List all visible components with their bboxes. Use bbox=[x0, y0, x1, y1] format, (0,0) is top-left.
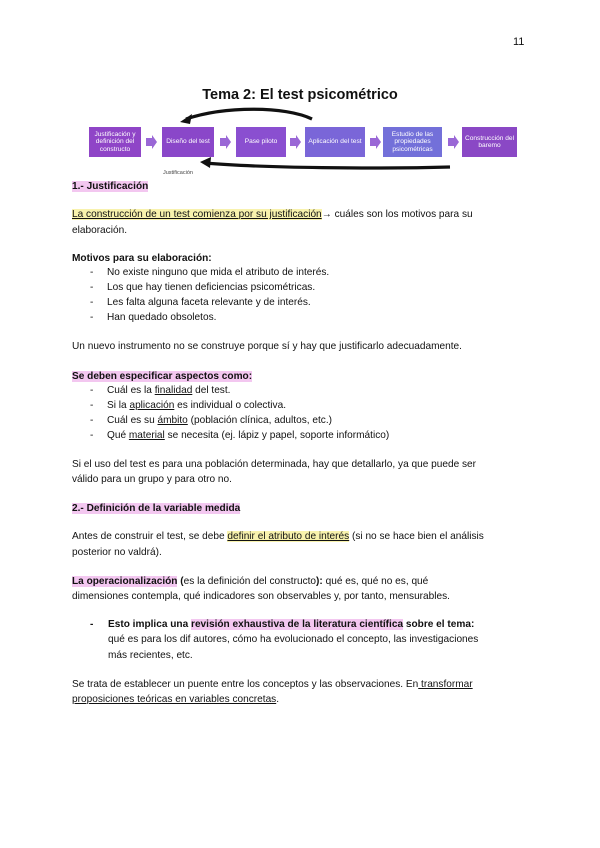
literatura-line-3: más recientes, etc. bbox=[108, 650, 193, 661]
feedback-arrow-bottom bbox=[206, 163, 450, 168]
flow-arrow-5 bbox=[448, 135, 459, 149]
motivos-heading: Motivos para su elaboración: bbox=[72, 253, 212, 264]
antes-line-1: Antes de construir el test, se debe definir el atributo de interés (si no se hace bien el análisis bbox=[72, 531, 484, 542]
flow-arrow-4 bbox=[370, 135, 381, 149]
poblacion-line-1: Si el uso del test es para una población determinada, hay que detallarlo, ya que puede ser bbox=[72, 459, 477, 470]
flow-step-baremo: Construcción del baremo bbox=[462, 127, 517, 157]
antes-line-2: posterior no valdrá). bbox=[72, 547, 162, 558]
page-title: Tema 2: El test psicométrico bbox=[202, 87, 398, 103]
flow-step-justificacion: Justificación y definición del constructo bbox=[89, 127, 141, 157]
list-item: - Cuál es su ámbito (población clínica, adultos, etc.) bbox=[90, 415, 332, 426]
flow-step-aplicacion: Aplicación del test bbox=[305, 127, 365, 157]
flow-arrow-2 bbox=[220, 135, 231, 149]
list-item: - No existe ninguno que mida el atributo de interés. bbox=[90, 267, 330, 278]
flow-arrow-3 bbox=[290, 135, 301, 149]
list-item: - Los que hay tienen deficiencias psicométricas. bbox=[90, 282, 316, 293]
flow-note: Justificación bbox=[163, 170, 193, 176]
intro-line-2: elaboración. bbox=[72, 225, 127, 236]
page-number: 11 bbox=[513, 36, 525, 48]
nuevo-instrumento: Un nuevo instrumento no se construye porque sí y hay que justificarlo adecuadamente. bbox=[72, 341, 462, 352]
list-item: - Qué material se necesita (ej. lápiz y papel, soporte informático) bbox=[90, 430, 390, 441]
feedback-arrow-top bbox=[186, 109, 312, 119]
flow-step-diseno: Diseño del test bbox=[162, 127, 214, 157]
feedback-arrowhead-top bbox=[180, 114, 192, 124]
flow-arrow-1 bbox=[146, 135, 157, 149]
puente-line-2: proposiciones teóricas en variables concretas. bbox=[72, 694, 280, 705]
list-item: - Si la aplicación es individual o colectiva. bbox=[90, 400, 286, 411]
list-item: - Cuál es la finalidad del test. bbox=[90, 385, 231, 396]
list-item: - Les falta alguna faceta relevante y de interés. bbox=[90, 297, 311, 308]
aspectos-heading: Se deben especificar aspectos como: bbox=[72, 371, 253, 382]
section-1-heading: 1.- Justificación bbox=[72, 181, 149, 192]
literatura-bullet: - Esto implica una revisión exhaustiva de la literatura científica sobre el tema: bbox=[90, 619, 475, 630]
intro-line-1: La construcción de un test comienza por su justificación→ cuáles son los motivos para su bbox=[72, 209, 473, 220]
feedback-arrowhead-bottom bbox=[200, 157, 211, 168]
puente-line-1: Se trata de establecer un puente entre los conceptos y las observaciones. En transformar bbox=[72, 679, 473, 690]
flow-step-propiedades: Estudio de las propiedades psicométricas bbox=[383, 127, 442, 157]
list-item: - Han quedado obsoletos. bbox=[90, 312, 217, 323]
poblacion-line-2: válido para un grupo y para otro no. bbox=[72, 474, 232, 485]
flow-step-pase-piloto: Pase piloto bbox=[236, 127, 286, 157]
operacionalizacion-line-1: La operacionalización (es la definición del constructo): qué es, qué no es, qué bbox=[72, 576, 429, 587]
operacionalizacion-line-2: dimensiones contempla, qué indicadores son observables y, por tanto, mensurables. bbox=[72, 591, 450, 602]
literatura-line-2: qué es para los dif autores, cómo ha evolucionado el concepto, las investigaciones bbox=[108, 634, 479, 645]
section-2-heading: 2.- Definición de la variable medida bbox=[72, 503, 241, 514]
